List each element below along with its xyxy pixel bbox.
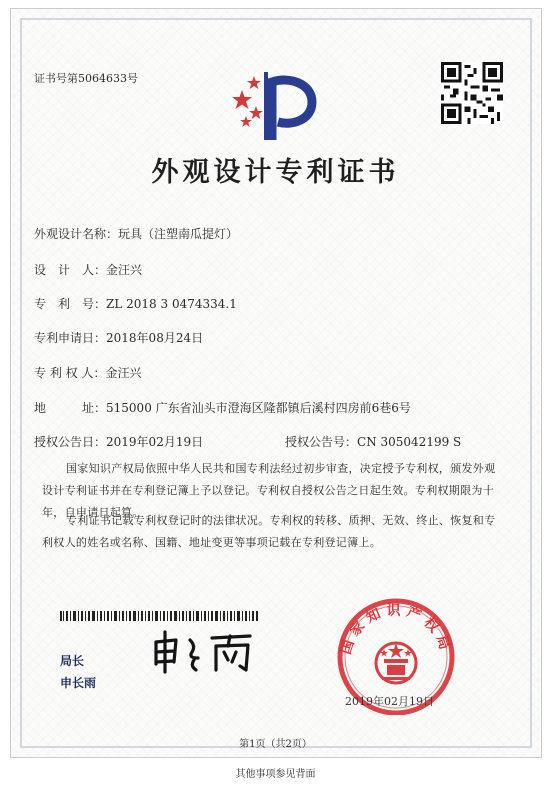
page-number: 第1页（共2页）: [239, 739, 312, 750]
grant-statement-paragraph: 国家知识产权局依照中华人民共和国专利法经过初步审查，决定授予专利权，颁发外观设计专利证书并在专利登记簿上予以登记。专利权自授权公告之日起生效。专利权期限为十年，自申请日起算。: [42, 462, 496, 519]
patent-number-row: [34, 295, 237, 312]
grant-date-row: [34, 433, 203, 450]
cnipa-logo-icon: [228, 62, 320, 146]
design-name-value: 玩具（注塑南瓜提灯）: [118, 227, 239, 241]
grant-date-value: 2019年02月19日: [106, 435, 204, 449]
grant-number-row: [285, 433, 461, 450]
design-name-label: 外观设计名称：: [34, 227, 119, 241]
grant-number-label: 授权公告号：: [285, 435, 358, 449]
designer-label: 设 计 人：: [34, 263, 107, 277]
filing-date-label: 专利申请日：: [34, 331, 107, 345]
patentee-label: 专 利 权 人：: [34, 366, 106, 380]
designer-value: 金汪兴: [106, 263, 143, 277]
certificate-number: 证书号第5064633号: [34, 72, 138, 85]
signatory-name: 申长雨: [60, 676, 97, 690]
footer-note: 其他事项参见背面: [235, 769, 316, 780]
signatory-title: 局长: [60, 654, 85, 668]
legal-status-paragraph: 专利证书记载专利权登记时的法律状况。专利权的转移、质押、无效、终止、恢复和专利权人的姓名或名称、国籍、地址变更等事项记载在专利登记簿上。: [42, 514, 496, 549]
address-value: 515000 广东省汕头市澄海区隆都镇后溪村四房前6巷6号: [106, 401, 411, 415]
seal-text: 国家知识产权局: [338, 603, 454, 657]
filing-date-value: 2018年08月24日: [106, 331, 204, 345]
grant-date-label: 授权公告日：: [34, 435, 107, 449]
address-row: [34, 399, 411, 416]
patent-number-label: 专 利 号：: [34, 297, 107, 311]
address-label: 地 址：: [34, 401, 107, 415]
filing-date-row: [34, 329, 203, 346]
certificate-title: 外观设计专利证书: [151, 157, 400, 188]
handwritten-signature: [150, 630, 260, 680]
designer-row: [34, 261, 142, 278]
seal-date: 2019年02月19日: [345, 695, 434, 708]
patentee-value: 金汪兴: [105, 366, 142, 380]
barcode: [60, 606, 258, 616]
design-name-row: [34, 225, 238, 242]
grant-number-value: CN 305042199 S: [357, 435, 462, 449]
qr-code: [441, 62, 503, 124]
patent-number-value: ZL 2018 3 0474334.1: [106, 297, 237, 311]
patentee-row: [34, 364, 141, 381]
